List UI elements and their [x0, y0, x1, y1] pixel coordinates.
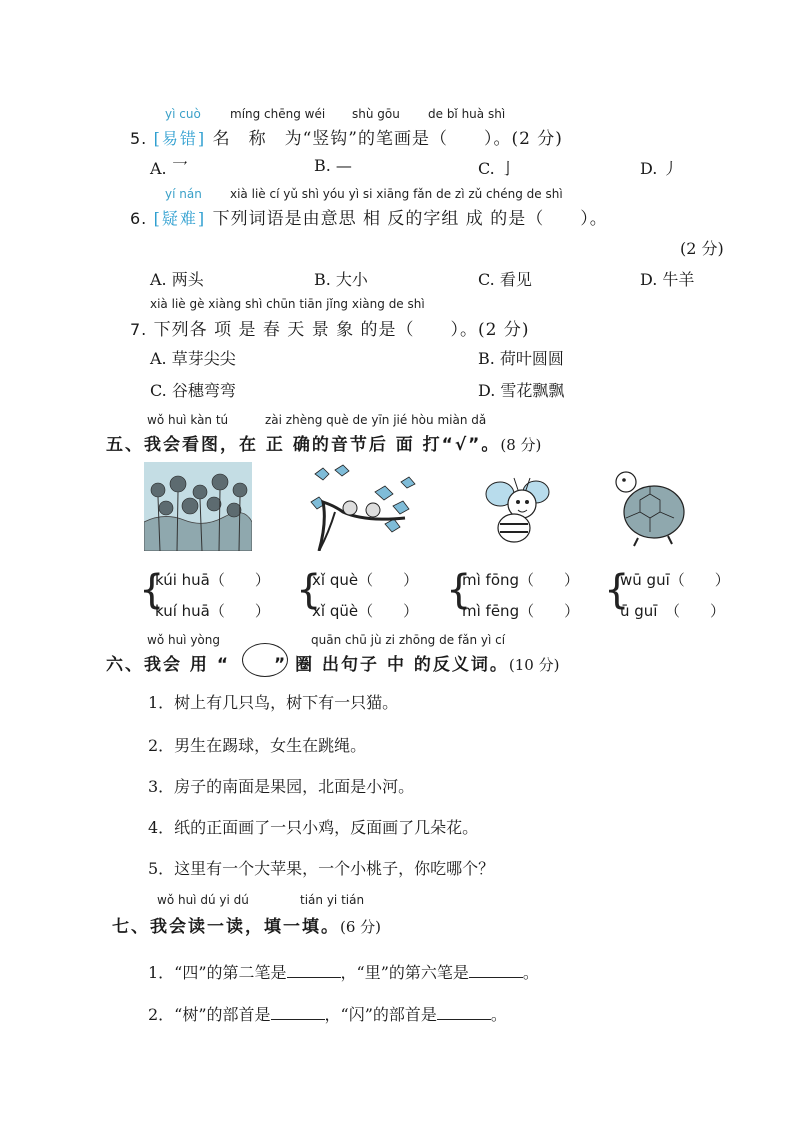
magpie-tree-picture	[305, 462, 423, 551]
question-5	[130, 124, 563, 149]
sec6-item-2[interactable]: 2．男生在踢球，女生在跳绳。	[148, 736, 367, 755]
pinyin-q5-c: de bǐ huà shì	[428, 107, 506, 121]
oval-shape-icon	[242, 643, 288, 677]
question-text: 下列各 项 是 春 天 景 象 的是（ ）。(2 分)	[153, 320, 530, 340]
q7-option-c[interactable]: C. 谷穗弯弯	[150, 381, 236, 400]
q6-option-c[interactable]: C. 看见	[478, 270, 532, 289]
q5-option-d[interactable]: D. 丿	[640, 159, 679, 178]
sec6-item-5[interactable]: 5．这里有一个大苹果，一个小桃子，你吃哪个？	[148, 859, 495, 878]
sec7-item-2-text-a: 2．“树”的部首是	[148, 1005, 271, 1024]
sec6-item-3[interactable]: 3．房子的南面是果园，北面是小河。	[148, 777, 415, 796]
section-title-text: 五、我会看图，在 正 确的音节后 面 打“√”。	[106, 435, 501, 455]
q5-option-a[interactable]: A. 乛	[150, 159, 188, 178]
sec7-item-1-text-b: ，“里”的第六笔是	[340, 963, 469, 982]
brace-2: {	[296, 567, 322, 613]
sec7-item-2	[148, 1002, 507, 1025]
pinyin-choice-4a[interactable]: wū guī（ ）	[620, 571, 730, 589]
pinyin-sec7-b: tián yi tián	[300, 893, 365, 907]
q7-option-d[interactable]: D. 雪花飘飘	[478, 381, 565, 400]
pinyin-choice-4b[interactable]: ū guī （ ）	[620, 602, 725, 620]
sunflower-picture	[144, 462, 252, 551]
pinyin-sec7-a: wǒ huì dú yi dú	[157, 893, 249, 907]
pinyin-sec5-b: zài zhèng què de yīn jié hòu miàn dǎ	[265, 413, 487, 427]
sec7-item-1-text-a: 1．“四”的第二笔是	[148, 963, 287, 982]
fill-blank-1[interactable]	[287, 963, 341, 978]
section-title-text: 七、我会读一读，填一填。	[112, 917, 340, 937]
q7-option-b[interactable]: B. 荷叶圆圆	[478, 349, 564, 368]
brace-3: {	[446, 567, 472, 613]
q7-option-a[interactable]: A. 草芽尖尖	[150, 349, 236, 368]
pinyin-q5-b: shù gōu	[352, 107, 400, 121]
sec6-item-4[interactable]: 4．纸的正面画了一只小鸡，反面画了几朵花。	[148, 818, 479, 837]
pinyin-choice-3a[interactable]: mì fōng（ ）	[462, 571, 580, 589]
question-6	[130, 204, 608, 229]
sec7-item-1-text-c: 。	[522, 963, 539, 982]
pinyin-choice-1a[interactable]: kúi huā（ ）	[155, 571, 270, 589]
fill-blank-3[interactable]	[271, 1005, 325, 1020]
question-7	[130, 315, 529, 340]
fill-blank-4[interactable]	[437, 1005, 491, 1020]
q6-option-b[interactable]: B. 大小	[314, 270, 368, 289]
section-7-title	[112, 912, 381, 937]
pinyin-choice-2a[interactable]: xǐ què（ ）	[312, 571, 419, 589]
brace-4: {	[604, 567, 630, 613]
pinyin-sec6-a: wǒ huì yòng	[147, 633, 220, 647]
pinyin-sec6-b: quān chū jù zi zhōng de fǎn yì cí	[311, 633, 506, 647]
q6-points: (2 分)	[680, 239, 724, 258]
pinyin-q6-tag: yí nán	[165, 187, 202, 201]
pinyin-q5-a: míng chēng wéi	[230, 107, 326, 121]
pinyin-q5-tag: yì cuò	[165, 107, 201, 121]
section-title-text-b: ” 圈 出句子 中 的反义词。	[274, 655, 509, 675]
pinyin-q6-a: xià liè cí yǔ shì yóu yì si xiāng fǎn de zì zǔ chéng de shì	[230, 187, 563, 201]
section-title-text-a: 六、我会 用 “	[106, 655, 231, 675]
fill-blank-2[interactable]	[469, 963, 523, 978]
pinyin-sec5-a: wǒ huì kàn tú	[147, 413, 229, 427]
question-number: 6.	[130, 209, 148, 228]
sec7-item-1	[148, 960, 539, 983]
pinyin-q7: xià liè gè xiàng shì chūn tiān jǐng xiàng de shì	[150, 297, 425, 311]
q6-option-a[interactable]: A. 两头	[150, 270, 204, 289]
question-number: 5.	[130, 129, 148, 148]
section-6-title	[106, 650, 559, 675]
pinyin-choice-3b[interactable]: mì fēng（ ）	[462, 602, 580, 620]
question-text: 下列词语是由意思 相 反的字组 成 的是（ ）。	[212, 209, 608, 229]
question-number: 7.	[130, 320, 148, 339]
sec7-item-2-text-b: ，“闪”的部首是	[324, 1005, 437, 1024]
brace-1: {	[139, 567, 165, 613]
pinyin-choice-2b[interactable]: xǐ qüè（ ）	[312, 602, 419, 620]
pinyin-choice-1b[interactable]: kuí huā（ ）	[155, 602, 270, 620]
section-points: (10 分)	[508, 656, 560, 674]
tag-easy-mistake: [易错]	[153, 129, 207, 148]
sec7-item-2-text-c: 。	[490, 1005, 507, 1024]
q5-option-b[interactable]: B. —	[314, 156, 352, 175]
section-5-title	[106, 430, 541, 455]
sec6-item-1[interactable]: 1．树上有几只鸟，树下有一只猫。	[148, 693, 399, 712]
section-points: (6 分)	[340, 918, 382, 936]
bee-picture	[476, 470, 556, 550]
section-points: (8 分)	[500, 436, 542, 454]
question-text: 名 称 为“竖钩”的笔画是（ ）。(2 分)	[212, 129, 563, 149]
q6-option-d[interactable]: D. 牛羊	[640, 270, 695, 289]
tag-difficult: [疑难]	[153, 209, 207, 228]
turtle-picture	[610, 466, 690, 548]
q5-option-c[interactable]: C. 亅	[478, 159, 516, 178]
